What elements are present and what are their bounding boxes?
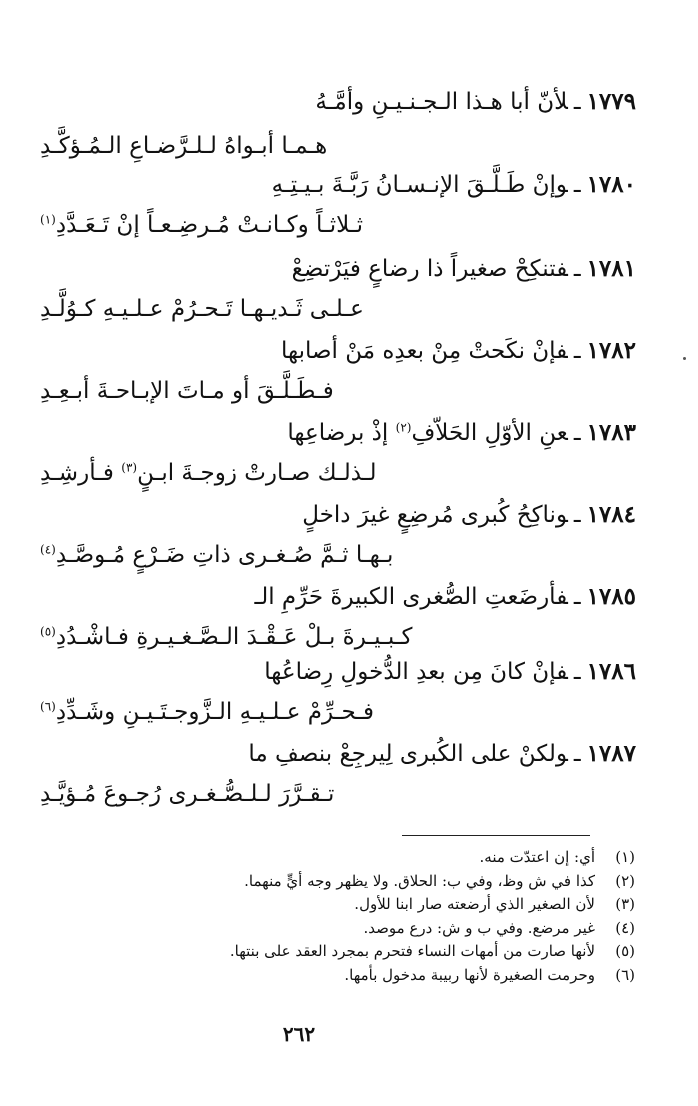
- verse-first-hemistich: [272, 168, 636, 202]
- footnote-ref: (١): [40, 212, 56, 227]
- hemistich-text: فأرضَعتِ الصُّغرى الكبيرةَ حَرِّمِ الـ: [254, 584, 568, 610]
- hemistich-text-continued: إذْ برضاعِها: [287, 420, 396, 446]
- verse-separator: ـ: [573, 89, 581, 115]
- footnote-text: كذا في ش وظ، وفي ب: الحلاق. ولا يظهر وجه أيٍّ منهما.: [244, 871, 595, 890]
- hemistich-text: كـبـيـرةَ بـلْ عَـقْـدَ الـصَّـغـيـرةِ فـاشْـدُدِ: [55, 624, 413, 650]
- verse-separator: ـ: [573, 172, 581, 198]
- footnote-separator-rule: [402, 835, 590, 836]
- hemistich-text: تـقـرَّرَ لـلـصُّـغـرى رُجـوعَ مُـؤيَّـدِ: [40, 781, 335, 807]
- footnote: [80, 846, 635, 870]
- footnote-ref: (٦): [40, 699, 56, 714]
- footnote-text: لأن الصغير الذي أرضعته صار ابنا للأول.: [354, 895, 595, 913]
- verse-number: ١٧٨٢: [586, 337, 636, 364]
- footnote: [80, 917, 635, 941]
- footnote: [80, 870, 635, 894]
- verse-separator: ـ: [573, 741, 581, 767]
- verse-separator: ـ: [573, 256, 581, 282]
- hemistich-text: فإنْ كانَ مِن بعدِ الدُّخولِ رِضاعُها: [264, 659, 568, 685]
- verse-second-hemistich: [40, 129, 327, 163]
- verse-second-hemistich: [40, 695, 374, 729]
- hemistich-text: فتنكِحْ صغيراً ذا رضاعٍ فيَرْتضِعْ: [291, 256, 568, 282]
- hemistich-text: لـذلـك صـارتْ زوجـةَ ابـنٍ: [137, 460, 377, 486]
- footnote-ref: (٢): [395, 420, 412, 435]
- verse-separator: ـ: [573, 420, 581, 446]
- footnote-text: أي: إن اعتدّت منه.: [479, 848, 595, 866]
- verse-first-hemistich: [254, 580, 636, 614]
- verse-first-hemistich: [281, 334, 636, 368]
- hemistich-text: فـطَـلَّـقَ أو مـاتَ الإبـاحـةَ أبـعِـدِ: [40, 378, 334, 404]
- footnote-number: (٣): [615, 895, 635, 913]
- footnote-ref: (٣): [121, 460, 138, 475]
- footnote-text: غير مرضع. وفي ب و ش: درع موصد.: [363, 918, 595, 937]
- footnote-ref: (٥): [40, 624, 56, 639]
- hemistich-text: بـهـا ثـمَّ صُـغـرى ذاتِ ضَـرْعٍ مُـوصَّـدِ: [55, 542, 394, 568]
- footnote-ref: (٤): [40, 542, 56, 557]
- verse-separator: ـ: [573, 659, 581, 685]
- page-number: ٢٦٢: [282, 1022, 316, 1046]
- verse-second-hemistich: [40, 456, 377, 490]
- verse-number: ١٧٧٩: [586, 88, 636, 115]
- footnote-number: (٦): [615, 965, 635, 984]
- verse-second-hemistich: [40, 538, 393, 572]
- verse-separator: ـ: [573, 338, 581, 364]
- hemistich-text: عـلـى ثَـديـهـا تَـحـرُمْ عـلـيـهِ كـوُلَّـدِ: [40, 296, 364, 322]
- verse-first-hemistich: [264, 655, 636, 689]
- footnote: [80, 964, 635, 988]
- verse-first-hemistich: [287, 416, 636, 450]
- footnote-text: لأنها صارت من أمهات النساء فتحرم بمجرد العقد على بنتها.: [229, 942, 595, 960]
- margin-dot: [683, 357, 686, 360]
- hemistich-text: ثـلاثـاً وكـانـتْ مُـرضِـعـاً إنْ تَـعَـدَّدِ: [55, 212, 364, 238]
- hemistich-text: فـحـرِّمْ عـلـيـهِ الـزَّوجـتَـيـنِ وشَـدِّدِ: [55, 699, 375, 725]
- hemistich-text: فإنْ نكَحتْ مِنْ بعدِه مَنْ أصابها: [280, 338, 568, 364]
- verse-second-hemistich: [40, 777, 334, 811]
- verse-number: ١٧٨٠: [586, 171, 636, 198]
- footnote-number: (٤): [615, 918, 635, 937]
- footnote-number: (٢): [615, 871, 635, 890]
- footnote-number: (١): [615, 848, 635, 866]
- verse-second-hemistich: [40, 208, 363, 242]
- hemistich-text: عنِ الأوّلِ الحَلاّفِ: [411, 420, 568, 446]
- verse-number: ١٧٨٤: [586, 501, 636, 528]
- verse-number: ١٧٨٥: [586, 583, 636, 610]
- hemistich-text-continued: فـأرشِـدِ: [40, 460, 122, 486]
- footnotes: [80, 846, 635, 987]
- footnote: [80, 893, 635, 917]
- verse-number: ١٧٨٧: [586, 740, 636, 767]
- verse-number: ١٧٨٦: [586, 658, 636, 685]
- hemistich-text: هـمـا أبـواهُ لـلـرَّضـاعِ الـمُـؤكَّـدِ: [40, 133, 328, 159]
- footnote-text: وحرمت الصغيرة لأنها ربيبة مدخول بأمها.: [344, 965, 595, 984]
- verse-second-hemistich: [40, 292, 364, 326]
- verse-first-hemistich: [292, 252, 636, 286]
- verse-first-hemistich: [315, 85, 636, 119]
- verse-second-hemistich: [40, 620, 412, 654]
- hemistich-text: ولكنْ على الكُبرى لِيرجِعْ بنصفِ ما: [248, 741, 568, 767]
- verse-separator: ـ: [573, 502, 581, 528]
- verse-first-hemistich: [302, 498, 636, 532]
- footnote: [80, 940, 635, 964]
- hemistich-text: لأنّ أبا هـذا الـجـنـيـنِ وأمَّـهُ: [315, 89, 568, 115]
- verse-number: ١٧٨١: [586, 255, 636, 282]
- verse-first-hemistich: [248, 737, 636, 771]
- hemistich-text: وإنْ طَـلَّـقَ الإنـسـانُ رَبَّـةَ بـيـتِـهِ: [271, 172, 568, 198]
- verse-second-hemistich: [40, 374, 334, 408]
- verse-separator: ـ: [573, 584, 581, 610]
- hemistich-text: وناكِحُ كُبرى مُرضِعٍ غيرَ داخلٍ: [302, 502, 568, 528]
- verse-number: ١٧٨٣: [586, 419, 636, 446]
- footnote-number: (٥): [615, 942, 635, 960]
